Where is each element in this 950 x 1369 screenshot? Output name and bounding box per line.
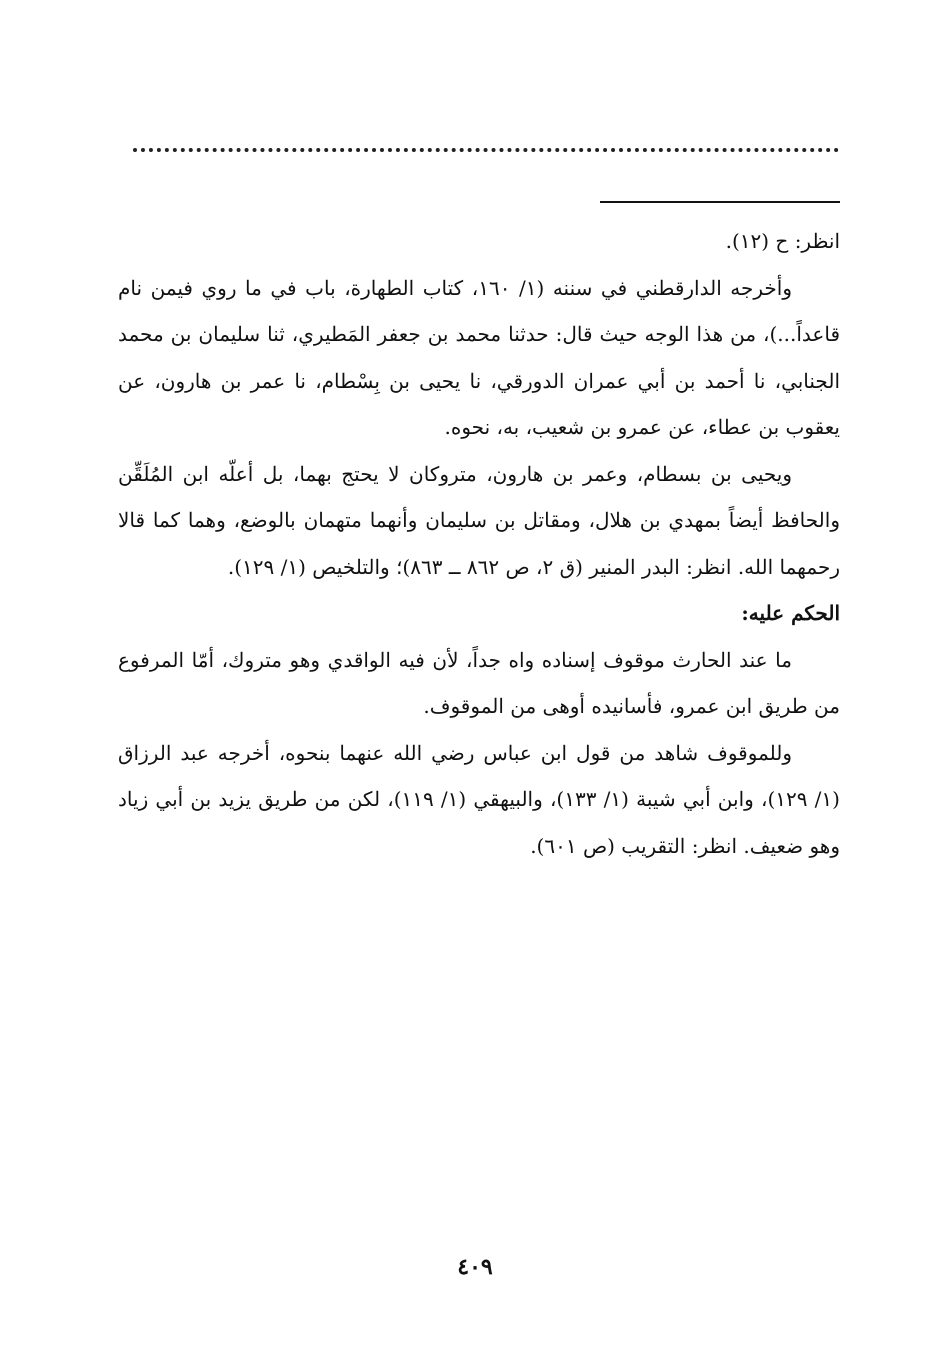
dotted-separator <box>133 148 839 158</box>
reference-line: انظر: ح (١٢). <box>725 229 840 253</box>
section-heading-ruling: الحكم عليه: <box>741 601 840 625</box>
paragraph-ruling: ما عند الحارث موقوف إسناده واه جداً، لأن فيه الواقدي وهو متروك، أمّا المرفوع من طريق ابن عمرو، فأسانيده أوهى من الموقوف. <box>118 647 840 718</box>
paragraph-narrators: ويحيى بن بسطام، وعمر بن هارون، متروكان لا يحتج بهما، بل أعلّه ابن المُلَقِّن والحافظ أيضاً بمهدي بن هلال، ومقاتل بن سليمان وأنهما متهمان بالوضع، وهما كما قالا رحمهما الله. انظر: البدر المنير (ق ٢، ص ٨٦٢ ــ ٨٦٣)؛ والتلخيص (١/ ١٢٩). <box>118 461 840 579</box>
paragraph-daraqutni: وأخرجه الدارقطني في سننه (١/ ١٦٠، كتاب الطهارة، باب في ما روي فيمن نام قاعداً...)، من هذا الوجه حيث قال: حدثنا محمد بن جعفر المَطيري، ثنا سليمان بن محمد الجنابي، نا أحمد بن أبي عمران الدورقي، نا يحيى بن بِسْطام، نا عمر بن هارون، عن يعقوب بن عطاء، عن عمرو بن شعيب، به، نحوه. <box>118 275 840 439</box>
paragraph-witness: وللموقوف شاهد من قول ابن عباس رضي الله عنهما بنحوه، أخرجه عبد الرزاق (١/ ١٢٩)، وابن أبي شيبة (١/ ١٣٣)، والبيهقي (١/ ١١٩)، لكن من طريق يزيد بن أبي زياد وهو ضعيف. انظر: التقريب (ص ٦٠١). <box>118 740 840 858</box>
footnote-separator-line <box>600 201 840 203</box>
footnote-text-block <box>118 218 840 869</box>
page-number: ٤٠٩ <box>457 1254 493 1280</box>
